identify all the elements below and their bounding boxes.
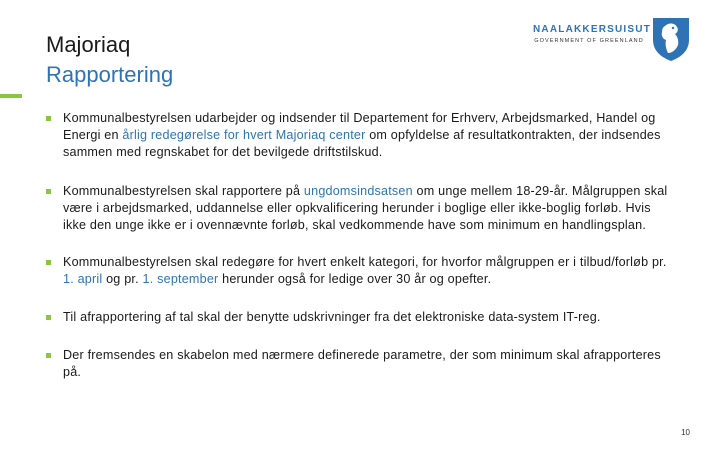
bullet-text: om unge mellem 18-29-år. Målgruppen skal være i arbejdsmarked, uddannelse eller opkvalificering herunder i boglige eller ikke-boglig forløb. Hvis ikke den unge ikke er i ovennævnte forløb, skal vedkommende have som minimum en handlingsplan. — [63, 184, 668, 232]
bullet-text: og pr. — [102, 272, 143, 286]
bullet-highlight: 1. april — [63, 272, 103, 286]
slide-title — [46, 30, 173, 90]
bullet-highlight: 1. september — [142, 272, 219, 286]
bullet-list — [46, 110, 676, 381]
bullet-text: Til afrapportering af tal skal der benytte udskrivninger fra det elektroniske data-system IT-reg. — [63, 310, 601, 324]
bullet-item — [46, 347, 676, 381]
logo-name: NAALAKKERSUISUT — [533, 24, 651, 35]
bullet-text: Kommunalbestyrelsen skal redegøre for hvert enkelt kategori, for hvorfor målgruppen er i tilbud/forløb pr. — [63, 255, 667, 269]
bullet-item — [46, 254, 676, 288]
bullet-text: Der fremsendes en skabelon med nærmere definerede parametre, der som minimum skal afrapporteres på. — [63, 348, 661, 379]
bullet-text: om opfyldelse af resultatkontrakten, der indsendes sammen med regnskabet for det bevilgede driftstilskud. — [63, 128, 661, 159]
title-line-majoriaq: Majoriaq — [46, 32, 131, 57]
government-logo — [533, 14, 693, 64]
bullet-text: Kommunalbestyrelsen udarbejder og indsender til Departement for Erhverv, Arbejdsmarked, Handel og Energi en — [63, 111, 656, 142]
bullet-item — [46, 183, 676, 234]
bullet-text: herunder også for ledige over 30 år og opefter. — [218, 272, 492, 286]
bullet-highlight: årlig redegørelse for hvert Majoriaq center — [122, 128, 366, 142]
page-number: 10 — [681, 428, 690, 437]
logo-text — [533, 24, 651, 44]
bullet-highlight: ungdomsindsatsen — [303, 184, 413, 198]
coat-of-arms-icon — [651, 16, 691, 62]
bullet-item — [46, 309, 676, 326]
bullet-text: Kommunalbestyrelsen skal rapportere på — [63, 184, 304, 198]
bullet-item — [46, 110, 676, 161]
green-accent-bar — [0, 94, 22, 98]
title-line-rapportering: Rapportering — [46, 62, 174, 87]
logo-subtitle: GOVERNMENT OF GREENLAND — [534, 38, 644, 44]
